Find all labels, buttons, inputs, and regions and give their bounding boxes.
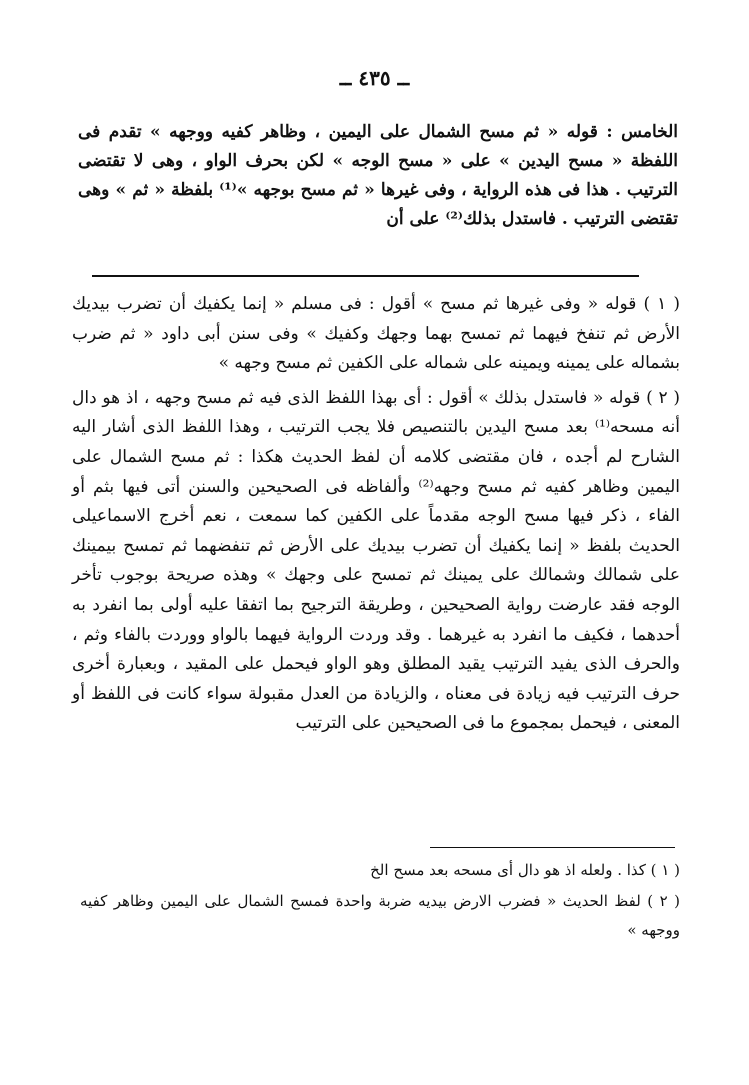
footnote-2: ( ٢ ) لفظ الحديث « فضرب الارض بيديه ضربة واحدة فمسح الشمال على اليمين وظاهر كفيه ووجهه » — [80, 892, 681, 939]
footnotes-block — [80, 856, 680, 947]
main-text-divider — [92, 275, 639, 277]
main-text-block — [78, 118, 678, 234]
page-number: ــ ٤٣٥ ــ — [339, 66, 410, 90]
commentary-note-1: ( ١ ) قوله « وفى غيرها ثم مسح » أقول : فى مسلم « إنما يكفيك أن تضرب بيديك الأرض ثم تنفخ فيهما ثم تمسح بهما وجهك وكفيك » وفى سنن أبى داود « ثم ضرب بشماله على يمينه ويمينه على شماله على الكفين ثم مسح وجهه » — [72, 294, 680, 374]
commentary-note-2: ( ٢ ) قوله « فاستدل بذلك » أقول : أى بهذا اللفظ الذى فيه ثم مسح وجهه ، اذ هو دال أنه مسحه⁽¹⁾ بعد مسح اليدين بالتنصيص فلا يجب الترتيب ، وهذا اللفظ الذى أشار اليه الشارح لم أجده ، فان مقتضى كلامه أن لفظ الحديث هكذا : ثم مسح الشمال على اليمين وظاهر كفيه ثم مسح وجهه⁽²⁾ وألفاظه فى الصحيحين والسنن أتى فيها بثم أو الفاء ، ذكر فيها مسح الوجه مقدماً على الكفين كما سمعت ، نعم أخرج الاسماعيلى الحديث بلفظ « إنما يكفيك أن تضرب بيديك على الأرض ثم تنفضهما ثم تمسح بيمينك على شمالك وشمالك على يمينك ثم تمسح على وجهك » وهذه صريحة بوجوب تأخر الوجه فقد عارضت رواية الصحيحين ، وطريقة الترجيح بما اتفقا عليه أولى بما انفرد به أحدهما ، فكيف ما انفرد به غيرهما . وقد وردت الرواية فيهما بالواو ووردت بالفاء وثم ، والحرف الذى يفيد الترتيب يقيد المطلق وهو الواو فيحمل على المقيد ، وبعبارة أخرى حرف الترتيب فيه زيادة فى معناه ، والزيادة من العدل مقبولة سواء كانت فى اللفظ أو المعنى ، فيحمل بمجموع ما فى الصحيحين على الترتيب — [72, 387, 681, 734]
commentary-block — [72, 290, 680, 744]
footnote-divider — [430, 847, 675, 848]
footnote-1: ( ١ ) كذا . ولعله اذ هو دال أى مسحه بعد مسح الخ — [370, 861, 680, 879]
main-paragraph: الخامس : قوله « ثم مسح الشمال على اليمين ، وظاهر كفيه ووجهه » تقدم فى اللفظة « مسح اليدين » على « مسح الوجه » لكن بحرف الواو ، وهى لا تقتضى الترتيب . هذا فى هذه الرواية ، وفى غيرها « ثم مسح بوجهه »⁽¹⁾ بلفظة « ثم » وهى تقتضى الترتيب . فاستدل بذلك⁽²⁾ على أن — [78, 122, 678, 229]
